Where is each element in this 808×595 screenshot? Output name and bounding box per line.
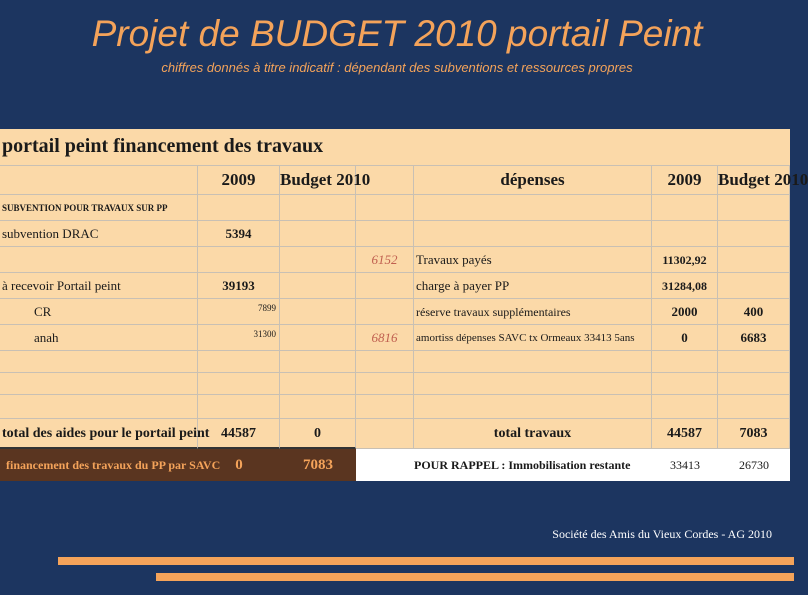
- row-dbudget: 6683: [718, 325, 790, 351]
- row-mid: 6152: [356, 247, 414, 273]
- row-cell: [356, 299, 414, 325]
- rappel-2009: 33413: [670, 458, 700, 472]
- row-label: à recevoir Portail peint: [0, 273, 198, 299]
- row-depense: Travaux payés: [414, 247, 652, 273]
- row-2009: 5394: [198, 221, 280, 247]
- total-aides-budget: 0: [280, 419, 356, 449]
- blank-header: [0, 165, 198, 195]
- row-cell: [718, 273, 790, 299]
- row-2009: 39193: [198, 273, 280, 299]
- empty-cell: [652, 373, 718, 395]
- savc-label: financement des travaux du PP par SAVC: [6, 458, 221, 472]
- row-label: subvention DRAC: [0, 221, 198, 247]
- empty-cell: [0, 351, 198, 373]
- row-2009: 7899: [198, 299, 280, 325]
- row-depense: charge à payer PP: [414, 273, 652, 299]
- total-travaux-2009: 44587: [652, 419, 718, 449]
- rappel-label: POUR RAPPEL : Immobilisation restante: [414, 458, 631, 472]
- total-mid-cell: [356, 419, 414, 449]
- row-cell: [280, 247, 356, 273]
- empty-cell: [356, 373, 414, 395]
- row-cell: [652, 195, 718, 221]
- row-label: SUBVENTION POUR TRAVAUX SUR PP: [0, 195, 198, 221]
- savc-budget: 7083: [303, 457, 333, 473]
- empty-cell: [718, 395, 790, 419]
- row-cell: [280, 325, 356, 351]
- row-dbudget: 400: [718, 299, 790, 325]
- row-depense: amortiss dépenses SAVC tx Ormeaux 33413 5ans: [414, 325, 652, 351]
- rappel-budget: 26730: [739, 458, 769, 472]
- row-label: CR: [0, 299, 198, 325]
- empty-cell: [414, 395, 652, 419]
- row-cell: [414, 221, 652, 247]
- row-cell: [280, 195, 356, 221]
- row-cell: [414, 195, 652, 221]
- empty-cell: [0, 373, 198, 395]
- col-budget-right: Budget 2010: [718, 165, 790, 195]
- empty-cell: [356, 395, 414, 419]
- col-mid-header: [356, 165, 414, 195]
- rappel-row: [356, 449, 790, 481]
- decorative-bar: [58, 557, 794, 565]
- row-cell: [652, 221, 718, 247]
- slide-subtitle: chiffres donnés à titre indicatif : dépendant des subventions et ressources propres: [161, 60, 633, 75]
- savc-2009: 0: [235, 457, 243, 473]
- row-cell: [280, 273, 356, 299]
- row-cell: [356, 273, 414, 299]
- empty-cell: [414, 373, 652, 395]
- empty-cell: [198, 351, 280, 373]
- row-d2009: 0: [652, 325, 718, 351]
- row-cell: [356, 195, 414, 221]
- row-d2009: 31284,08: [652, 273, 718, 299]
- row-cell: [198, 195, 280, 221]
- empty-cell: [652, 351, 718, 373]
- col-budget-left: Budget 2010: [280, 165, 356, 195]
- empty-cell: [356, 351, 414, 373]
- row-cell: [280, 221, 356, 247]
- row-cell: [198, 247, 280, 273]
- col-depenses: dépenses: [414, 165, 652, 195]
- row-cell: [280, 299, 356, 325]
- slide-title: Projet de BUDGET 2010 portail Peint: [91, 13, 703, 54]
- row-d2009: 11302,92: [652, 247, 718, 273]
- footer-text: Société des Amis du Vieux Cordes - AG 2010: [552, 527, 772, 541]
- decorative-bar: [156, 573, 794, 581]
- empty-cell: [718, 351, 790, 373]
- row-mid: 6816: [356, 325, 414, 351]
- total-aides-label: total des aides pour le portail peint: [0, 419, 198, 449]
- savc-row: [0, 449, 356, 481]
- row-cell: [356, 221, 414, 247]
- row-cell: [718, 195, 790, 221]
- empty-cell: [652, 395, 718, 419]
- total-aides-2009: 44587: [198, 419, 280, 449]
- row-label: anah: [0, 325, 198, 351]
- budget-table: [0, 129, 808, 481]
- empty-cell: [280, 351, 356, 373]
- row-depense: réserve travaux supplémentaires: [414, 299, 652, 325]
- total-travaux-budget: 7083: [718, 419, 790, 449]
- row-cell: [718, 221, 790, 247]
- col-2009-left: 2009: [198, 165, 280, 195]
- empty-cell: [280, 395, 356, 419]
- empty-cell: [198, 395, 280, 419]
- row-d2009: 2000: [652, 299, 718, 325]
- row-2009: 31300: [198, 325, 280, 351]
- col-2009-right: 2009: [652, 165, 718, 195]
- total-travaux-label: total travaux: [414, 419, 652, 449]
- empty-cell: [280, 373, 356, 395]
- empty-cell: [0, 395, 198, 419]
- empty-cell: [718, 373, 790, 395]
- row-cell: [0, 247, 198, 273]
- table-title: portail peint financement des travaux: [2, 135, 324, 157]
- empty-cell: [198, 373, 280, 395]
- empty-cell: [414, 351, 652, 373]
- row-cell: [718, 247, 790, 273]
